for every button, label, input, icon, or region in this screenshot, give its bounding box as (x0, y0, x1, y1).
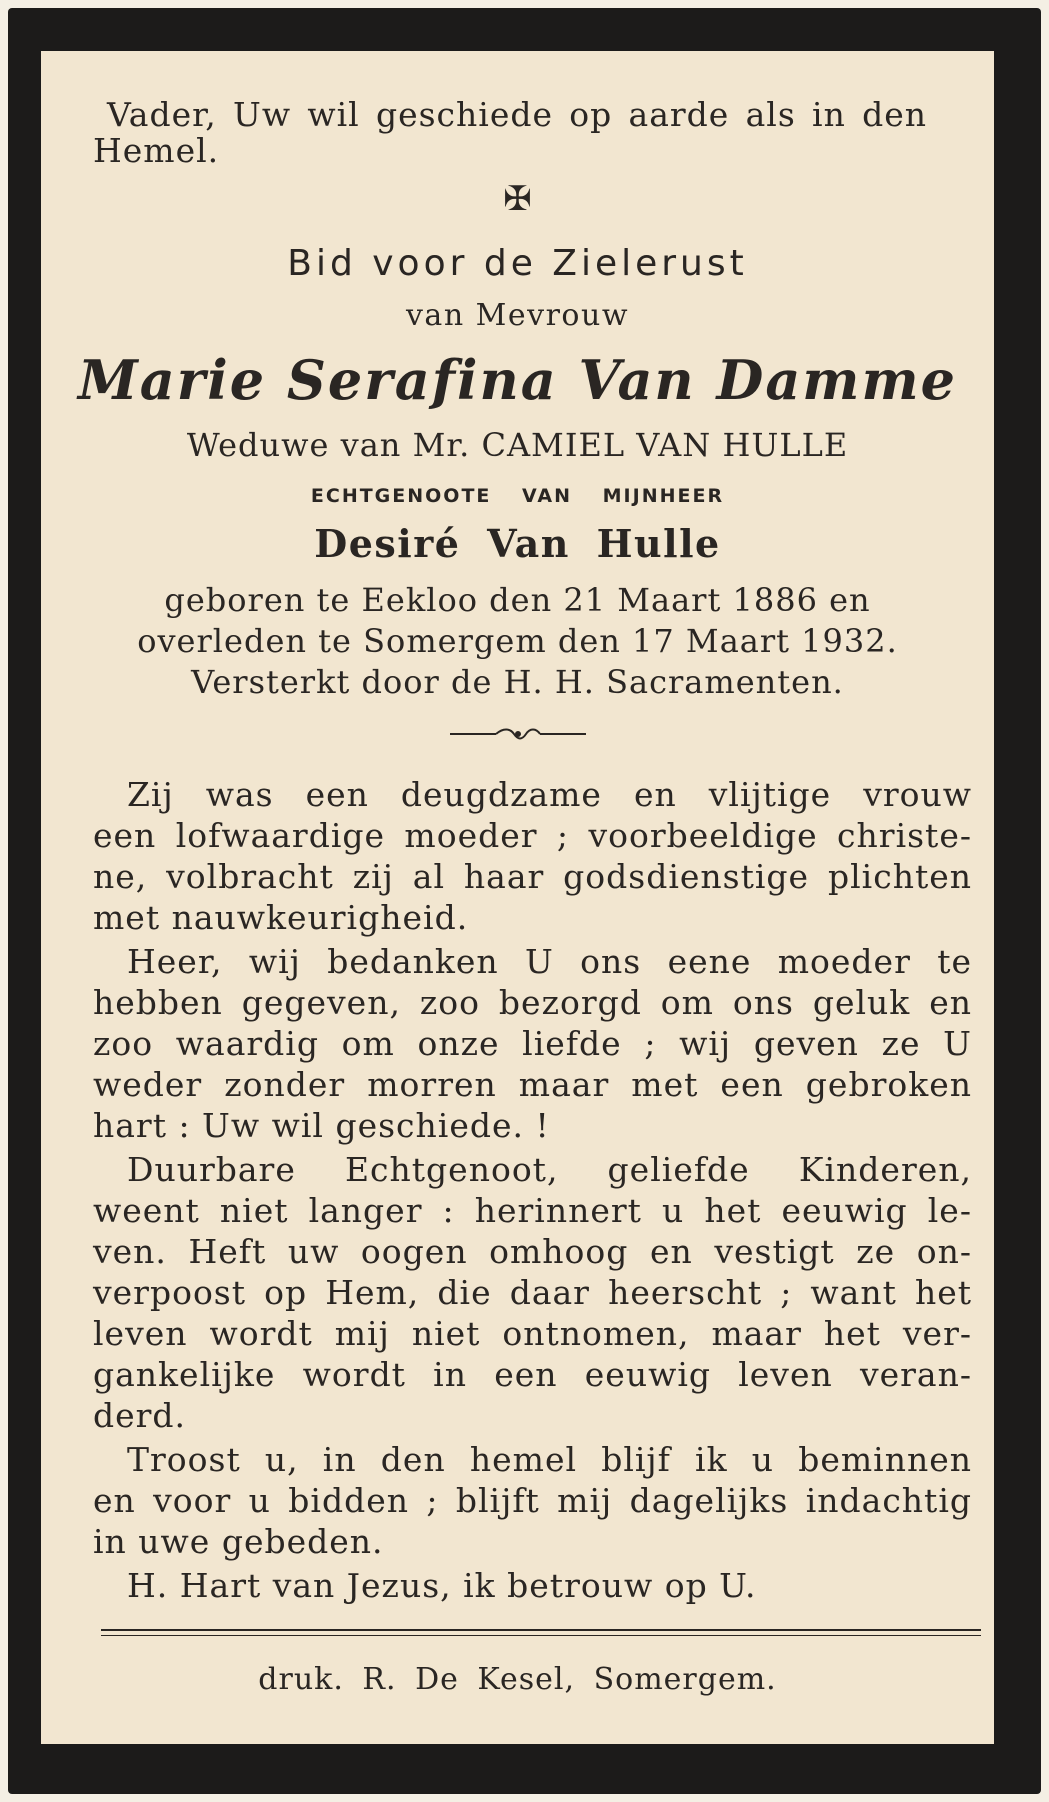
died-line: overleden te Somergem den 17 Maart 1932. (137, 622, 898, 660)
opening-prayer-line-2: Hemel. (93, 131, 220, 170)
opening-prayer-line-1: Vader, Uw wil geschiede op aarde als in den (107, 95, 927, 134)
heading-line-2: van Mevrouw (405, 298, 629, 333)
paragraph-1-line-2: een lofwaardige moeder ; voorbeeldige christe- (93, 816, 972, 855)
printer-line: druk. R. De Kesel, Somergem. (258, 1662, 777, 1697)
sacraments-line: Versterkt door de H. H. Sacramenten. (191, 663, 844, 701)
card-paper (41, 51, 994, 1744)
paragraph-3-line-1: Duurbare Echtgenoot, geliefde Kinderen, (127, 1150, 972, 1189)
paragraph-3-line-5: leven wordt mij niet ontnomen, maar het ver- (93, 1314, 972, 1353)
spouse-name: Desiré Van Hulle (314, 521, 721, 566)
deceased-name: Marie Serafina Van Damme (78, 348, 957, 412)
paragraph-2-line-2: hebben gegeven, zoo bezorgd om ons geluk en (93, 983, 972, 1022)
ornament-divider (41, 726, 994, 746)
cross-icon: ✠ (503, 179, 532, 219)
closing-prayer: H. Hart van Jezus, ik betrouw op U. (127, 1566, 757, 1605)
paragraph-1-line-4: met nauwkeurigheid. (93, 898, 469, 937)
paragraph-2-line-1: Heer, wij bedanken U ons eene moeder te (127, 942, 972, 981)
spouse-prefix: ECHTGENOOTE VAN MIJNHEER (310, 485, 725, 507)
paragraph-1-line-1: Zij was een deugdzame en vlijtige vrouw (127, 775, 972, 814)
widow-line: Weduwe van Mr. CAMIEL VAN HULLE (186, 426, 849, 464)
born-line: geboren te Eekloo den 21 Maart 1886 en (164, 581, 871, 619)
paragraph-2-line-5: hart : Uw wil geschiede. ! (93, 1106, 550, 1145)
paragraph-4-line-1: Troost u, in den hemel blijf ik u beminnen (127, 1440, 972, 1479)
heading-line-1: Bid voor de Zielerust (287, 243, 748, 284)
paragraph-3-line-4: verpoost op Hem, die daar heerscht ; want het (93, 1273, 972, 1312)
footer-rule-top (101, 1629, 981, 1631)
memorial-card (8, 8, 1041, 1794)
paragraph-3-line-7: derd. (93, 1396, 187, 1435)
paragraph-3-line-2: weent niet langer : herinnert u het eeuwig le- (93, 1191, 972, 1230)
paragraph-3-line-6: gankelijke wordt in een eeuwig leven veran- (93, 1355, 972, 1394)
paragraph-3-line-3: ven. Heft uw oogen omhoog en vestigt ze on- (93, 1232, 972, 1271)
paragraph-2-line-4: weder zonder morren maar met een gebroken (93, 1065, 972, 1104)
paragraph-2-line-3: zoo waardig om onze liefde ; wij geven ze U (93, 1024, 972, 1063)
paragraph-4-line-2: en voor u bidden ; blijft mij dagelijks indachtig (93, 1481, 972, 1520)
paragraph-1-line-3: ne, volbracht zij al haar godsdienstige plichten (93, 857, 972, 896)
paragraph-4-line-3: in uwe gebeden. (93, 1522, 384, 1561)
footer-rule-bottom (101, 1635, 981, 1636)
